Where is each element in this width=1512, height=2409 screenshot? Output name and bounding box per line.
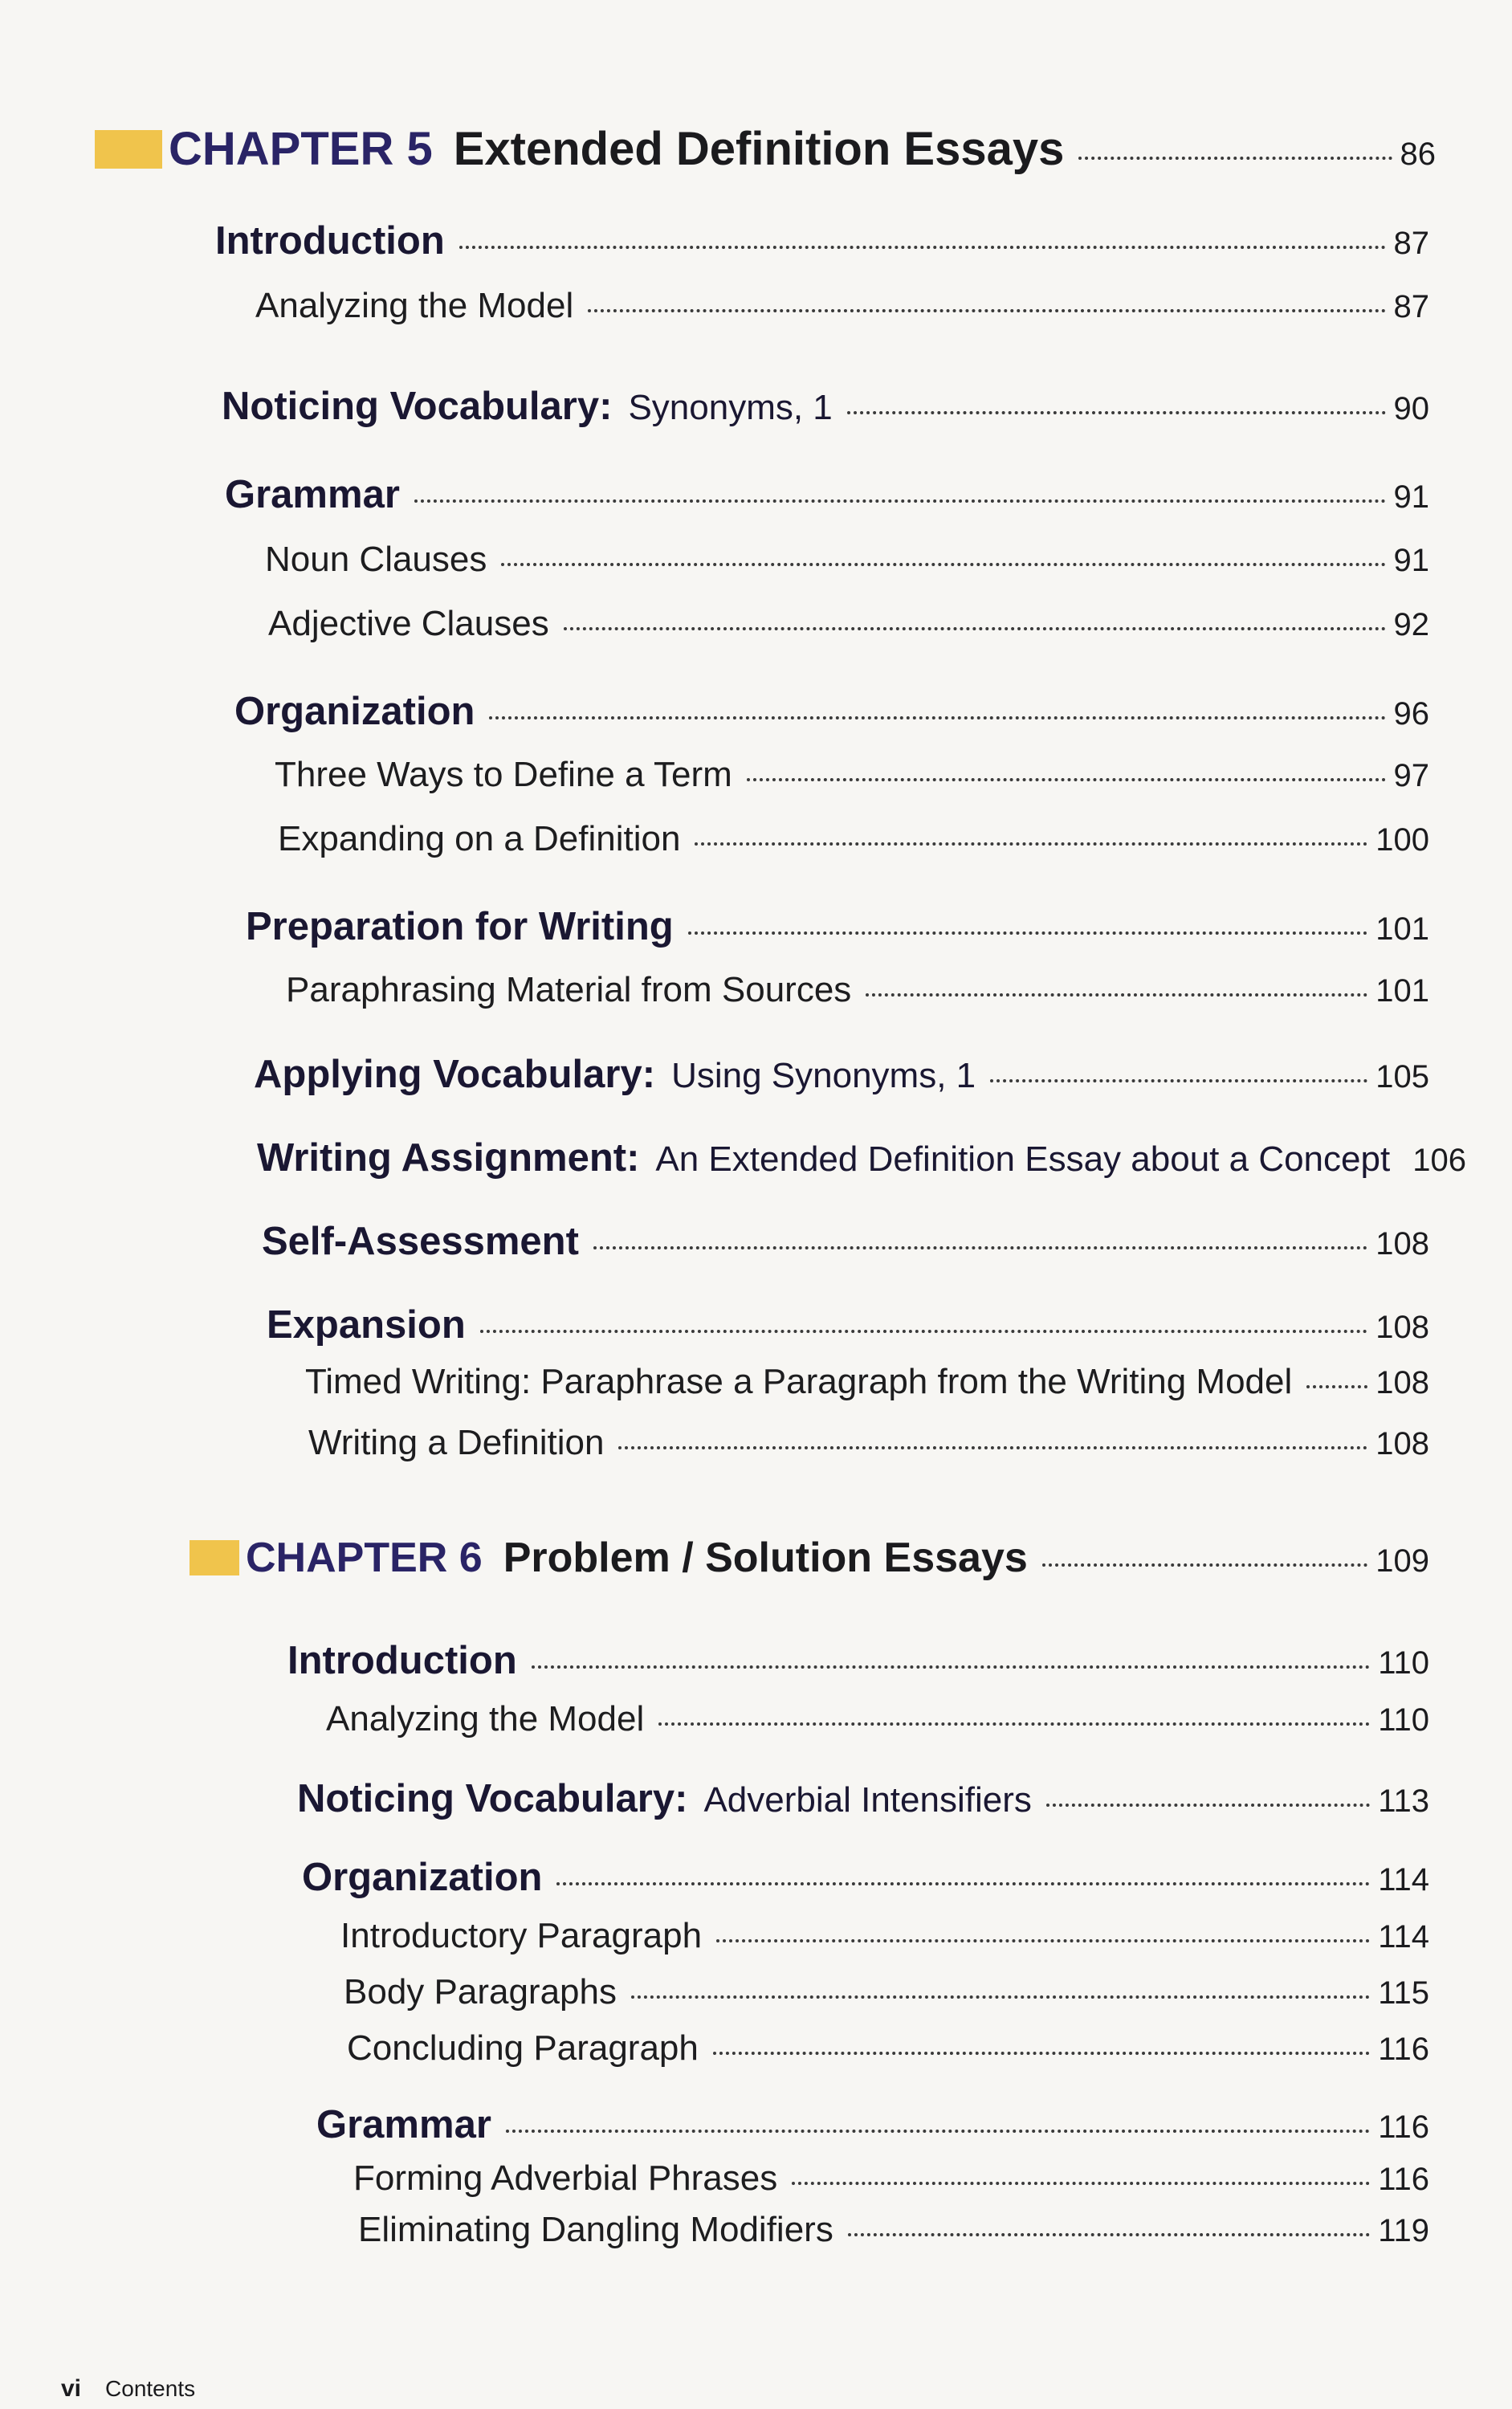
subsection-title: Concluding Paragraph	[347, 2028, 699, 2068]
dot-leader	[532, 1665, 1370, 1669]
chapter-color-marker	[95, 130, 162, 169]
toc-subsection	[265, 540, 1429, 580]
subsection-title: Introductory Paragraph	[340, 1916, 703, 1955]
toc-section	[267, 1302, 1429, 1347]
subsection-title: Body Paragraphs	[344, 1972, 617, 2012]
dot-leader	[631, 1995, 1370, 1999]
dot-leader	[414, 499, 1386, 503]
subsection-title: Eliminating Dangling Modifiers	[358, 2210, 833, 2249]
toc-section	[246, 904, 1429, 949]
section-subtitle: Synonyms, 1	[628, 388, 833, 427]
chapter-color-marker	[190, 1540, 239, 1575]
subsection-title: Paraphrasing Material from Sources	[286, 970, 852, 1009]
section-title: Introduction	[215, 219, 445, 263]
page-number: 97	[1393, 758, 1429, 793]
page-number: 87	[1393, 226, 1429, 261]
page-number: 101	[1375, 911, 1429, 947]
toc-section	[297, 1776, 1429, 1821]
dot-leader	[695, 842, 1367, 846]
chapter-title: Extended Definition Essays	[453, 123, 1065, 175]
toc-section	[316, 2102, 1429, 2147]
dot-leader	[588, 309, 1385, 312]
toc-section	[234, 689, 1429, 734]
toc-subsection	[353, 2158, 1429, 2199]
section-title: Applying Vocabulary:	[254, 1053, 656, 1096]
page-footer	[61, 2375, 195, 2403]
page-number: 114	[1378, 1862, 1429, 1897]
dot-leader	[506, 2130, 1370, 2133]
page-number: 91	[1393, 479, 1429, 515]
page-number: 115	[1378, 1975, 1429, 2011]
subsection-title: Timed Writing: Paraphrase a Paragraph from the Writing Model	[305, 1362, 1293, 1401]
page-number: 106	[1412, 1143, 1466, 1178]
toc-subsection	[286, 970, 1429, 1010]
page-number: 108	[1375, 1365, 1429, 1400]
page-number: 105	[1375, 1059, 1429, 1094]
page-number: 108	[1375, 1310, 1429, 1345]
toc-section	[262, 1219, 1429, 1264]
section-title: Noticing Vocabulary:	[297, 1777, 688, 1820]
toc-subsection	[308, 1423, 1429, 1463]
subsection-title: Analyzing the Model	[255, 286, 574, 325]
section-title: Noticing Vocabulary:	[222, 385, 613, 428]
toc-section	[257, 1135, 1466, 1180]
page-number: 108	[1375, 1226, 1429, 1262]
chapter-heading	[190, 1534, 1429, 1582]
subsection-title: Adjective Clauses	[268, 604, 549, 643]
page-number: 92	[1393, 607, 1429, 642]
dot-leader	[593, 1246, 1367, 1249]
subsection-title: Analyzing the Model	[326, 1699, 645, 1738]
toc-subsection	[347, 2028, 1429, 2069]
toc-subsection	[305, 1362, 1429, 1402]
chapter-number: CHAPTER 5	[169, 123, 433, 175]
footer-page-number: vi	[61, 2375, 82, 2402]
subsection-title: Three Ways to Define a Term	[275, 755, 732, 794]
section-title: Preparation for Writing	[246, 905, 674, 948]
dot-leader	[848, 2233, 1370, 2236]
dot-leader	[501, 563, 1385, 566]
dot-leader	[716, 1939, 1370, 1942]
subsection-title: Expanding on a Definition	[278, 819, 681, 858]
subsection-title: Writing a Definition	[308, 1423, 605, 1462]
dot-leader	[489, 716, 1385, 719]
subsection-title: Noun Clauses	[265, 540, 487, 579]
chapter-heading	[95, 122, 1436, 176]
dot-leader	[459, 246, 1386, 249]
page-number: 114	[1378, 1919, 1429, 1955]
page-number: 116	[1378, 2162, 1429, 2197]
section-subtitle: Using Synonyms, 1	[671, 1056, 976, 1095]
page-number: 110	[1378, 1645, 1429, 1681]
page-number: 108	[1375, 1426, 1429, 1461]
subsection-title: Forming Adverbial Phrases	[353, 2158, 778, 2198]
dot-leader	[990, 1079, 1367, 1082]
dot-leader	[792, 2182, 1370, 2185]
toc-subsection	[358, 2210, 1429, 2250]
toc-section	[225, 472, 1429, 517]
page-number: 116	[1378, 2032, 1429, 2067]
page-number: 119	[1378, 2213, 1429, 2248]
toc-subsection	[278, 819, 1429, 859]
toc-section	[222, 384, 1429, 429]
section-title: Introduction	[287, 1639, 517, 1682]
toc-subsection	[340, 1916, 1429, 1956]
page-number: 91	[1393, 543, 1429, 578]
page-number: 110	[1378, 1702, 1429, 1738]
dot-leader	[747, 778, 1386, 781]
toc-subsection	[255, 286, 1429, 326]
section-title: Organization	[302, 1856, 543, 1899]
section-title: Writing Assignment:	[257, 1136, 640, 1180]
chapter-number: CHAPTER 6	[246, 1535, 483, 1581]
footer-label: Contents	[105, 2376, 196, 2401]
dot-leader	[1306, 1385, 1367, 1388]
page-number: 96	[1393, 696, 1429, 732]
section-title: Grammar	[225, 473, 400, 516]
dot-leader	[847, 411, 1386, 414]
page-number: 109	[1375, 1543, 1429, 1579]
page-number: 90	[1393, 391, 1429, 426]
section-title: Organization	[234, 690, 475, 733]
section-title: Self-Assessment	[262, 1220, 579, 1263]
toc-subsection	[275, 755, 1429, 795]
dot-leader	[866, 993, 1367, 997]
dot-leader	[713, 2052, 1370, 2055]
page-number: 86	[1400, 137, 1436, 172]
dot-leader	[480, 1330, 1367, 1333]
page-number: 101	[1375, 973, 1429, 1009]
dot-leader	[1042, 1563, 1367, 1567]
toc-subsection	[268, 604, 1429, 644]
chapter-title: Problem / Solution Essays	[503, 1535, 1028, 1581]
section-title: Expansion	[267, 1303, 466, 1347]
dot-leader	[1046, 1804, 1370, 1807]
page-number: 113	[1378, 1783, 1429, 1819]
dot-leader	[618, 1446, 1367, 1449]
page-number: 116	[1378, 2109, 1429, 2145]
toc-section	[215, 218, 1429, 263]
toc-section	[287, 1638, 1429, 1683]
section-subtitle: An Extended Definition Essay about a Concept	[655, 1139, 1391, 1179]
toc-section	[254, 1052, 1429, 1097]
page-number: 100	[1375, 822, 1429, 858]
dot-leader	[1078, 157, 1392, 160]
toc-subsection	[344, 1972, 1429, 2012]
toc-section	[302, 1855, 1429, 1900]
dot-leader	[688, 931, 1368, 935]
toc-subsection	[326, 1699, 1429, 1739]
page-number: 87	[1393, 289, 1429, 324]
dot-leader	[658, 1722, 1370, 1726]
dot-leader	[556, 1882, 1370, 1885]
dot-leader	[564, 627, 1386, 630]
section-title: Grammar	[316, 2103, 491, 2146]
section-subtitle: Adverbial Intensifiers	[703, 1780, 1032, 1820]
